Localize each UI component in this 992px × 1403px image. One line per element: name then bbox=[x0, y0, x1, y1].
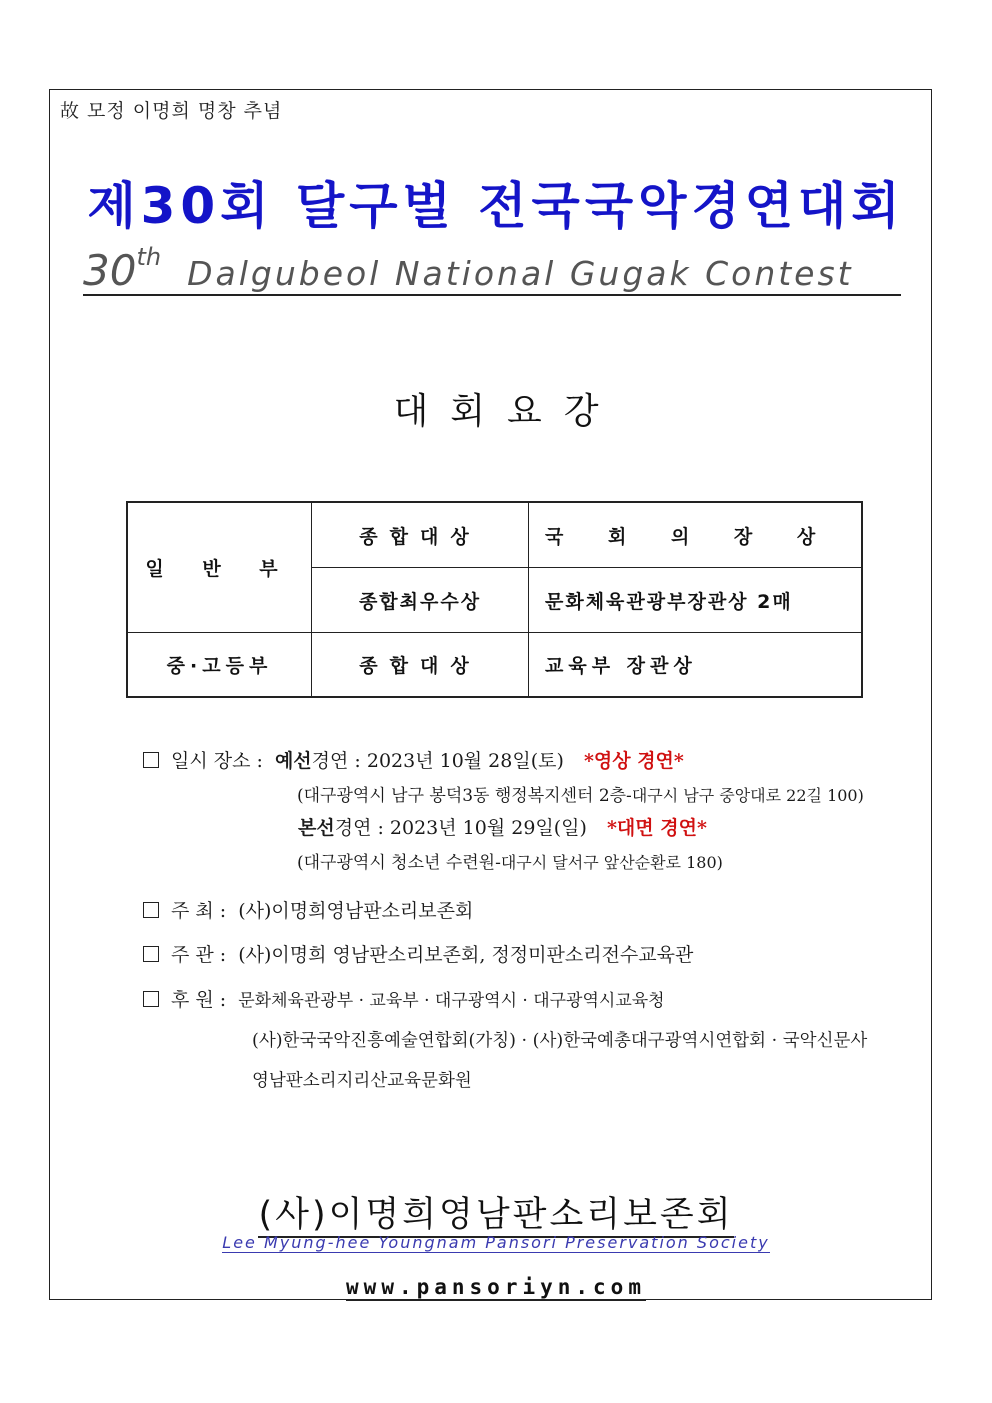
english-title bbox=[83, 243, 901, 296]
awards-table bbox=[126, 501, 863, 698]
prelim-venue: (대구광역시 남구 봉덕3동 행정복지센터 2층-대구시 남구 중앙대로 22길 100) bbox=[297, 786, 864, 806]
final-date: 경연 : 2023년 10월 29일(일) bbox=[334, 817, 587, 839]
prize-cell: 문화체육관광부장관상 2매 bbox=[529, 568, 863, 633]
english-title-suffix: th bbox=[136, 243, 162, 271]
final-venue: (대구광역시 청소년 수련원-대구시 달서구 앞산순환로 180) bbox=[297, 853, 723, 873]
award-cell: 종합최우수상 bbox=[312, 568, 529, 633]
organization-korean: (사)이명희영남판소리보존회 bbox=[0, 1187, 992, 1237]
final-mode: *대면 경연* bbox=[606, 817, 707, 839]
checkbox-icon bbox=[143, 752, 159, 768]
award-cell: 종합대상 bbox=[312, 633, 529, 698]
prelim-mode: *영상 경연* bbox=[583, 750, 684, 772]
checkbox-icon bbox=[143, 991, 159, 1007]
schedule-line bbox=[143, 746, 684, 773]
table-row bbox=[127, 633, 862, 698]
memorial-line: 故 모정 이명희 명창 추념 bbox=[60, 100, 283, 122]
organization-english: Lee Myung-hee Youngnam Pansori Preservation Society bbox=[222, 1233, 770, 1252]
checkbox-icon bbox=[143, 902, 159, 918]
division-middle-high: 중·고등부 bbox=[127, 633, 312, 698]
section-title: 대회요강 bbox=[393, 391, 621, 432]
table-row bbox=[127, 502, 862, 568]
sponsor-line-3: 영남판소리지리산교육문화원 bbox=[252, 1071, 472, 1091]
sponsor-line: 후 원 : 문화체육관광부 · 교육부 · 대구광역시 · 대구광역시교육청 bbox=[143, 985, 665, 1012]
website-url[interactable]: www.pansoriyn.com bbox=[346, 1275, 646, 1299]
final-line bbox=[298, 813, 707, 840]
final-label: 본선 bbox=[298, 817, 335, 839]
prelim-date: 경연 : 2023년 10월 28일(토) bbox=[311, 750, 564, 772]
prize-cell: 교육부 장관상 bbox=[529, 633, 863, 698]
schedule-label: 일시 장소 : bbox=[171, 750, 263, 772]
korean-title: 제30회 달구벌 전국국악경연대회 bbox=[87, 177, 905, 235]
prize-cell: 국 회 의 장 상 bbox=[529, 502, 863, 568]
organizer-line: 주 관 : (사)이명희 영남판소리보존회, 정정미판소리전수교육관 bbox=[143, 940, 693, 967]
sponsor-line-2: (사)한국국악진흥예술연합회(가칭) · (사)한국예총대구광역시연합회 · 국악신문사 bbox=[252, 1031, 868, 1051]
english-title-text: Dalgubeol National Gugak Contest bbox=[187, 254, 854, 293]
host-line: 주 최 : (사)이명희영남판소리보존회 bbox=[143, 896, 473, 923]
division-general: 일 반 부 bbox=[127, 502, 312, 633]
award-cell: 종합대상 bbox=[312, 502, 529, 568]
prelim-label: 예선 bbox=[274, 750, 312, 772]
checkbox-icon bbox=[143, 946, 159, 962]
english-title-number: 30 bbox=[83, 246, 137, 295]
